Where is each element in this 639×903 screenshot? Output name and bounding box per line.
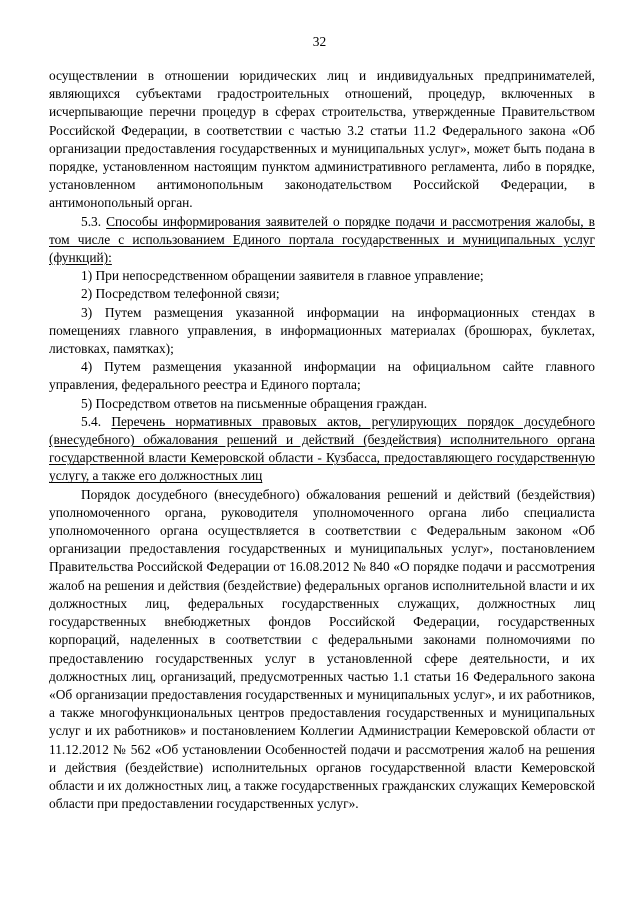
section-number: 5.4. [81, 413, 102, 429]
paragraph-continuation: осуществлении в отношении юридических лиц и индивидуальных предпринимателей, являющихся субъектами градостроительных отношений, процедур, включенных в исчерпывающие перечни процедур в сферах строительства, утвержденные Правительством Российской Федерации, в соответствии с частью 3.2 статьи 11.2 Федерального закона «Об организации предоставления государственных и муниципальных услуг», может быть подана в порядке, установленном настоящим пунктом административного регламента, либо в порядке, установленном антимонопольным законодательством Российской Федерации, в антимонопольный орган. [49, 68, 595, 211]
document-body [49, 67, 595, 813]
section-5-3-heading [49, 213, 595, 268]
list-item: 3) Путем размещения указанной информации на информационных стендах в помещениях главного управления, в информационных материалах (брошюрах, буклетах, листовках, памятках); [49, 304, 595, 357]
paragraph: Порядок досудебного (внесудебного) обжалования решений и действий (бездействия) уполномоченного органа, руководителя уполномоченного органа либо специалиста уполномоченного органа осуществляется в соответствии с Федеральным законом «Об организации предоставления государственных и муниципальных услуг», постановлением Правительства Российской Федерации от 16.08.2012 № 840 «О порядке подачи и рассмотрения жалоб на решения и действия (бездействие) федеральных органов исполнительной власти и их должностных лиц, федеральных государственных служащих, должностных лиц государственных внебюджетных фондов Российской Федерации, государственных корпораций, наделенных в соответствии с федеральными законами полномочиями по предоставлению государственных услуг в установленной сфере деятельности, и их должностных лиц, организаций, предусмотренных частью 1.1 статьи 16 Федерального закона «Об организации предоставления государственных и муниципальных услуг», и их работников, а также многофункциональных центров предоставления государственных и муниципальных услуг и их работников» и постановлением Коллегии Администрации Кемеровской области от 11.12.2012 № 562 «Об установлении Особенностей подачи и рассмотрения жалоб на решения и действия (бездействие) исполнительных органов государственной власти Кемеровской области и их должностных лиц, а также государственных гражданских служащих Кемеровской области при предоставлении государственных услуг». [49, 486, 595, 812]
page-number: 32 [312, 34, 327, 49]
list-item: 2) Посредством телефонной связи; [81, 286, 280, 302]
list-item: 4) Путем размещения указанной информации на официальном сайте главного управления, федерального реестра и Единого портала; [49, 359, 595, 393]
list-item: 5) Посредством ответов на письменные обращения граждан. [81, 395, 428, 411]
section-title: Способы информирования заявителей о порядке подачи и рассмотрения жалобы, в том числе с использованием Единого портала государственных и муниципальных услуг (функций): [49, 213, 595, 266]
section-title: Перечень нормативных правовых актов, регулирующих порядок досудебного (внесудебного) обжалования решений и действий (бездействия) исполнительного органа государственной власти Кемеровской области - Кузбасса, предоставляющего государственную услугу, а также его должностных лиц [49, 413, 595, 484]
section-number: 5.3. [81, 213, 102, 229]
section-5-4-heading [49, 413, 595, 486]
list-item: 1) При непосредственном обращении заявителя в главное управление; [81, 268, 484, 284]
